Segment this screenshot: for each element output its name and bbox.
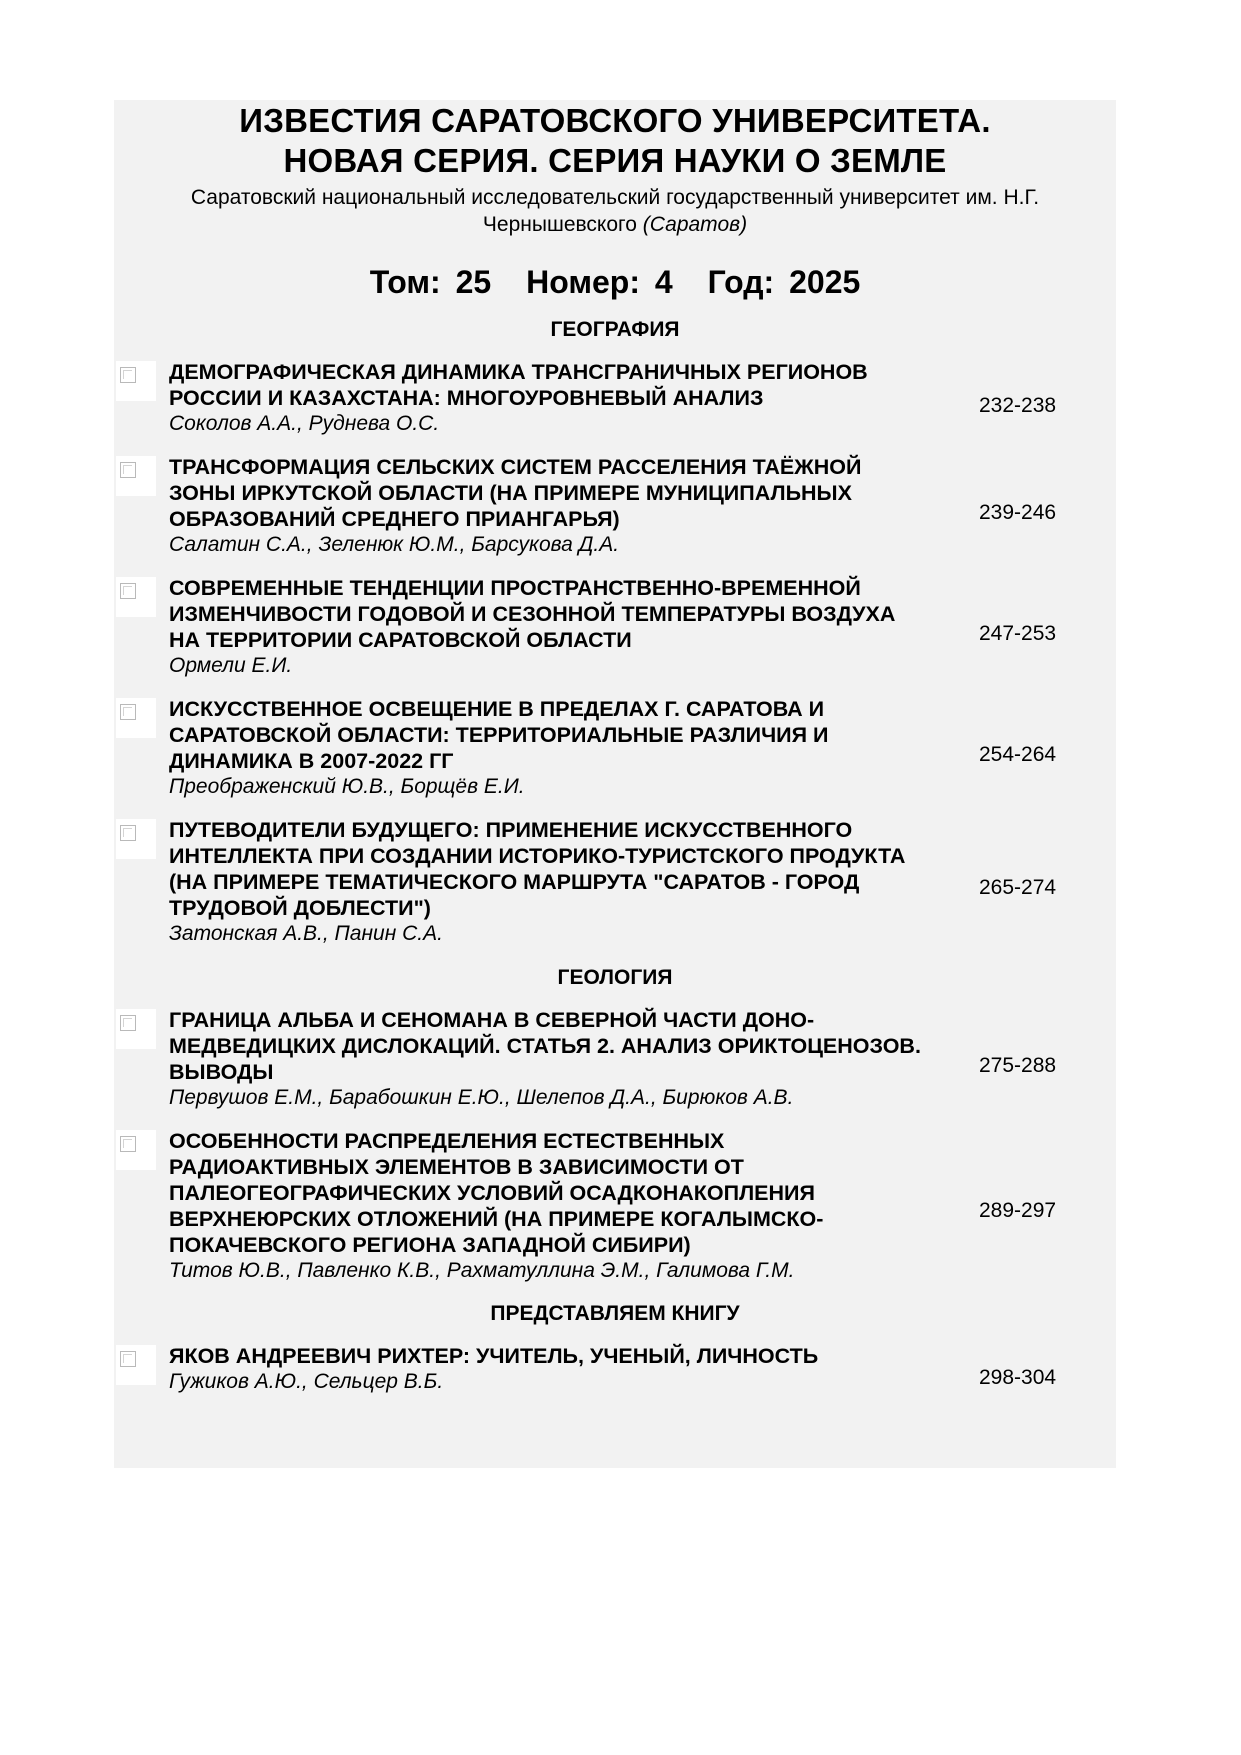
article-2: [114, 454, 1116, 558]
article-select-checkbox[interactable]: [120, 1015, 136, 1031]
article-pages: 232-238: [979, 394, 1057, 417]
section-title-geography: ГЕОГРАФИЯ: [550, 318, 680, 341]
article-authors: Соколов А.А., Руднева О.С.: [169, 412, 440, 435]
article-1: [114, 359, 1116, 437]
article-select-checkbox[interactable]: [120, 1136, 136, 1152]
article-pages: 275-288: [979, 1054, 1057, 1077]
article-title-link[interactable]: ЯКОВ АНДРЕЕВИЧ РИХТЕР: УЧИТЕЛЬ, УЧЕНЫЙ, ЛИЧНОСТЬ: [169, 1344, 819, 1368]
publisher-city: (Саратов): [642, 213, 748, 236]
article-pages: 298-304: [979, 1366, 1057, 1389]
article-select-checkbox[interactable]: [120, 367, 136, 383]
article-8: [114, 1343, 1116, 1395]
article-5: [114, 817, 1116, 947]
article-select-checkbox[interactable]: [120, 583, 136, 599]
article-select-checkbox[interactable]: [120, 462, 136, 478]
journal-header: [114, 102, 1116, 300]
article-pages: 254-264: [979, 743, 1057, 766]
publisher-name: Саратовский национальный исследовательский государственный университет им. Н.Г. Чернышевского: [190, 186, 1040, 236]
article-pages: 247-253: [979, 622, 1057, 645]
article-title-link[interactable]: ОСОБЕННОСТИ РАСПРЕДЕЛЕНИЯ ЕСТЕСТВЕННЫХ РАДИОАКТИВНЫХ ЭЛЕМЕНТОВ В ЗАВИСИМОСТИ ОТ ПАЛЕОГЕОГРАФИЧЕСКИХ УСЛОВИЙ ОСАДКОНАКОПЛЕНИЯ ВЕРХНЕЮРСКИХ ОТЛОЖЕНИЙ (НА ПРИМЕРЕ КОГАЛЫМСКО-ПОКАЧЕВСКОГО РЕГИОНА ЗАПАДНОЙ СИБИРИ): [169, 1129, 824, 1257]
journal-title-line-1: ИЗВЕСТИЯ САРАТОВСКОГО УНИВЕРСИТЕТА.: [239, 102, 991, 139]
article-select-checkbox[interactable]: [120, 704, 136, 720]
issue-info: [114, 264, 1116, 300]
article-title-link[interactable]: ДЕМОГРАФИЧЕСКАЯ ДИНАМИКА ТРАНСГРАНИЧНЫХ РЕГИОНОВ РОССИИ И КАЗАХСТАНА: МНОГОУРОВНЕВЫЙ АНАЛИЗ: [169, 360, 868, 410]
journal-title-line-2: НОВАЯ СЕРИЯ. СЕРИЯ НАУКИ О ЗЕМЛЕ: [283, 142, 947, 179]
article-authors: Ормели Е.И.: [169, 654, 293, 677]
article-title-link[interactable]: ТРАНСФОРМАЦИЯ СЕЛЬСКИХ СИСТЕМ РАССЕЛЕНИЯ ТАЁЖНОЙ ЗОНЫ ИРКУТСКОЙ ОБЛАСТИ (НА ПРИМЕРЕ МУНИЦИПАЛЬНЫХ ОБРАЗОВАНИЙ СРЕДНЕГО ПРИАНГАРЬЯ): [169, 455, 862, 531]
issue-number: Номер: 4: [526, 264, 673, 300]
article-pages: 265-274: [979, 876, 1057, 899]
article-authors: Салатин С.А., Зеленюк Ю.М., Барсукова Д.А.: [169, 533, 620, 556]
article-authors: Титов Ю.В., Павленко К.В., Рахматуллина Э.М., Галимова Г.М.: [169, 1259, 795, 1282]
article-authors: Преображенский Ю.В., Борщёв Е.И.: [169, 775, 525, 798]
article-authors: Первушов Е.М., Барабошкин Е.Ю., Шелепов Д.А., Бирюков А.В.: [169, 1086, 794, 1109]
contents-panel: [114, 100, 1116, 1468]
article-select-checkbox[interactable]: [120, 1351, 136, 1367]
article-title-link[interactable]: СОВРЕМЕННЫЕ ТЕНДЕНЦИИ ПРОСТРАНСТВЕННО-ВРЕМЕННОЙ ИЗМЕНЧИВОСТИ ГОДОВОЙ И СЕЗОННОЙ ТЕМПЕРАТУРЫ ВОЗДУХА НА ТЕРРИТОРИИ САРАТОВСКОЙ ОБЛАСТИ: [169, 576, 896, 652]
issue-volume: Том: 25: [369, 264, 492, 300]
article-title-link[interactable]: ПУТЕВОДИТЕЛИ БУДУЩЕГО: ПРИМЕНЕНИЕ ИСКУССТВЕННОГО ИНТЕЛЛЕКТА ПРИ СОЗДАНИИ ИСТОРИКО-ТУРИСТСКОГО ПРОДУКТА (НА ПРИМЕРЕ ТЕМАТИЧЕСКОГО МАРШРУТА "САРАТОВ - ГОРОД ТРУДОВОЙ ДОБЛЕСТИ"): [169, 818, 906, 920]
article-authors: Затонская А.В., Панин С.А.: [169, 922, 443, 945]
publisher: [114, 184, 1116, 238]
section-title-geology: ГЕОЛОГИЯ: [557, 966, 673, 989]
article-authors: Гужиков А.Ю., Сельцер В.Б.: [169, 1370, 444, 1393]
article-title-link[interactable]: ИСКУССТВЕННОЕ ОСВЕЩЕНИЕ В ПРЕДЕЛАХ Г. САРАТОВА И САРАТОВСКОЙ ОБЛАСТИ: ТЕРРИТОРИАЛЬНЫЕ РАЗЛИЧИЯ И ДИНАМИКА В 2007-2022 ГГ: [169, 697, 829, 773]
article-select-checkbox[interactable]: [120, 825, 136, 841]
article-title-link[interactable]: ГРАНИЦА АЛЬБА И СЕНОМАНА В СЕВЕРНОЙ ЧАСТИ ДОНО-МЕДВЕДИЦКИХ ДИСЛОКАЦИЙ. СТАТЬЯ 2. АНАЛИЗ ОРИКТОЦЕНОЗОВ. ВЫВОДЫ: [169, 1008, 921, 1084]
article-6: [114, 1007, 1116, 1111]
article-pages: 239-246: [979, 501, 1057, 524]
article-3: [114, 575, 1116, 679]
section-title-book-review: ПРЕДСТАВЛЯЕМ КНИГУ: [490, 1302, 740, 1325]
article-4: [114, 696, 1116, 800]
issue-year: Год: 2025: [707, 264, 861, 300]
article-7: [114, 1128, 1116, 1284]
article-pages: 289-297: [979, 1199, 1057, 1222]
